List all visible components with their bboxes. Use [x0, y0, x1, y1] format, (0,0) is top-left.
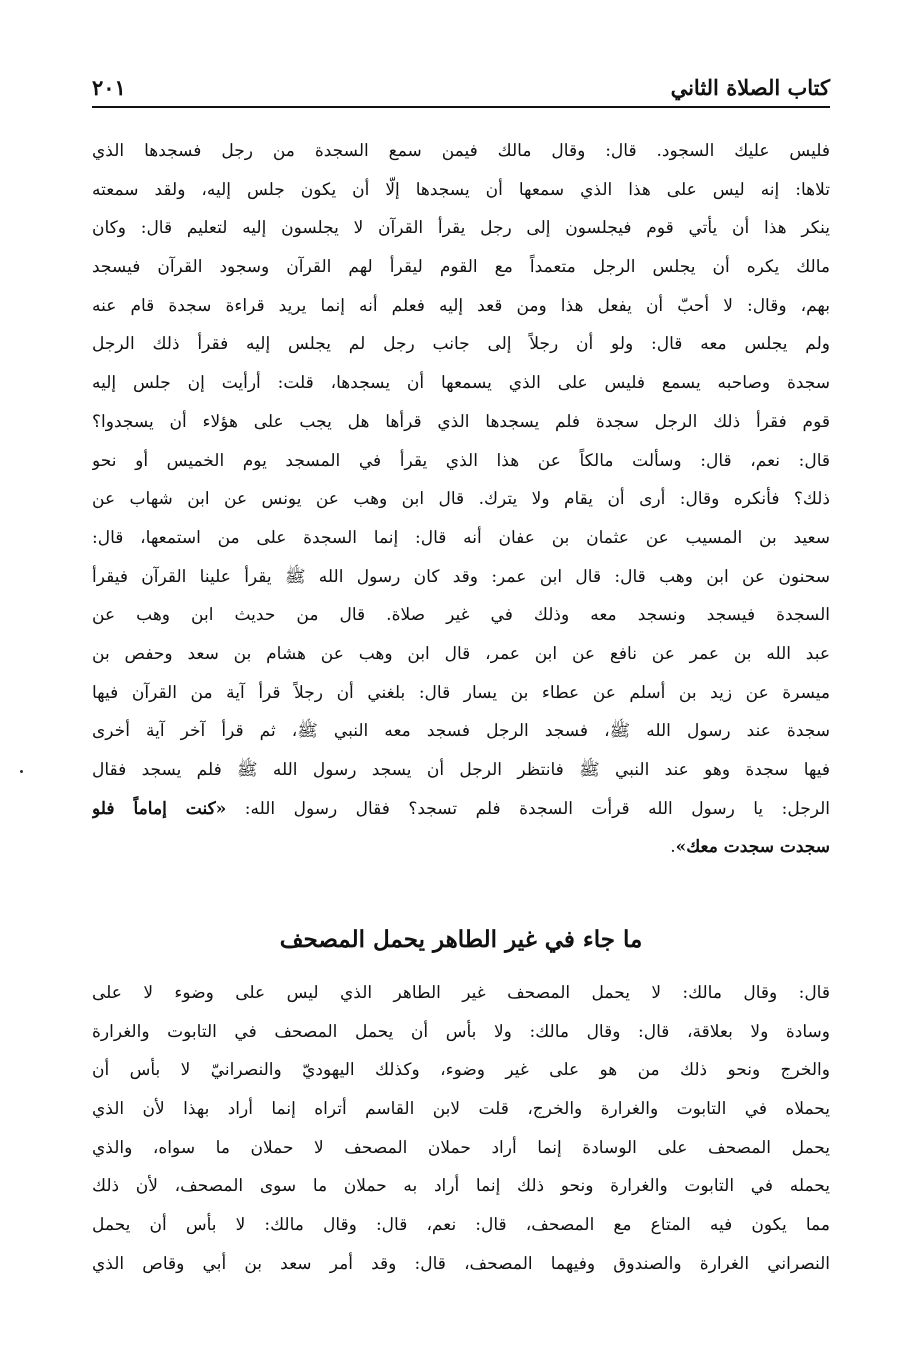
- prophetic-quote-end: سجدت سجدت معك»: [675, 837, 830, 858]
- text-line: قال: وقال مالك: لا يحمل المصحف غير الطاهر الذي ليس على وضوء لا على: [92, 983, 830, 1003]
- text-line: يحمل المصحف على الوسادة إنما أراد حملان المصحف لا حملان ما سواه، والذي: [92, 1137, 830, 1158]
- text-line: ينكر هذا أن يأتي قوم فيجلسون إلى رجل يقرأ القرآن لا يجلسون إليه لتعليم قال: وكان: [92, 218, 830, 239]
- text-line: السجدة فيسجد ونسجد معه وذلك في غير صلاة. قال من حديث ابن وهب عن: [92, 605, 830, 626]
- text-line: والخرج ونحو ذلك من هو على غير وضوء، وكذلك اليهوديّ والنصرانيّ لا بأس أن: [92, 1060, 830, 1081]
- page-number: ٢٠١: [92, 75, 126, 100]
- paragraph-sujud-recitation: [92, 132, 830, 867]
- paragraph-carrying-mushaf: [92, 974, 830, 1284]
- text-line: بهم، وقال: لا أحبّ أن يفعل هذا ومن قعد إليه فعلم أنه إنما يريد قراءة سجدة قام عنه: [92, 295, 830, 316]
- text-line: ذلك؟ فأنكره وقال: أرى أن يقام ولا يترك. قال ابن وهب عن يونس عن ابن شهاب عن: [92, 489, 830, 510]
- prophetic-quote-start: «كنت إماماً فلو: [92, 798, 227, 819]
- text-line: سجدة عند رسول الله ﷺ، فسجد الرجل فسجد معه النبي ﷺ، ثم قرأ آخر آية أخرى: [92, 721, 830, 742]
- text-line: وسادة ولا بعلاقة، قال: وقال مالك: ولا بأس أن يحمل المصحف في التابوت والغرارة: [92, 1021, 830, 1042]
- text-segment: الرجل: يا رسول الله قرأت السجدة فلم تسجد؟ فقال رسول الله:: [244, 798, 830, 819]
- text-line: تلاها: إنه ليس على هذا الذي سمعها أن يسجدها إلّا أن يكون جلس إليه، ولقد سمعته: [92, 179, 830, 200]
- running-title: كتاب الصلاة الثاني: [670, 75, 830, 100]
- page-header: [92, 66, 830, 108]
- text-line: سحنون عن ابن وهب قال: قال ابن عمر: وقد كان رسول الله ﷺ يقرأ علينا القرآن فيقرأ: [92, 566, 830, 587]
- text-line: يحملاه في التابوت والغرارة والخرج، قلت لابن القاسم أتراه إنما أراد بهذا لأن الذي: [92, 1099, 830, 1120]
- text-line: النصراني الغرارة والصندوق وفيهما المصحف، قال: وقد أمر سعد بن أبي وقاص الذي: [92, 1253, 830, 1274]
- text-line: سعيد بن المسيب عن عثمان بن عفان أنه قال: إنما السجدة على من استمعها، قال:: [92, 527, 830, 548]
- section-heading: ما جاء في غير الطاهر يحمل المصحف: [279, 926, 643, 953]
- text-line-with-quote: [92, 790, 830, 829]
- text-line: فليس عليك السجود. قال: وقال مالك فيمن سمع السجدة من رجل فسجدها الذي: [92, 141, 830, 161]
- text-line: يحمله في التابوت والغرارة ونحو ذلك إنما أراد به حملان ما سوى المصحف، لأن ذلك: [92, 1176, 830, 1197]
- sentence-end: .: [670, 837, 676, 858]
- text-line: ميسرة عن زيد بن أسلم عن عطاء بن يسار قال: بلغني أن رجلاً قرأ آية من القرآن فيها: [92, 682, 830, 703]
- text-line: مما يكون فيه المتاع مع المصحف، قال: نعم، قال: وقال مالك: لا بأس أن يحمل: [92, 1215, 830, 1236]
- text-line: ولم يجلس معه قال: ولو أن رجلاً إلى جانب رجل لم يجلس إليه فقرأ ذلك الرجل: [92, 334, 830, 355]
- text-line: فيها سجدة وهو عند النبي ﷺ فانتظر الرجل أن يسجد رسول الله ﷺ فلم يسجد فقال: [92, 760, 830, 780]
- text-line: قوم فقرأ ذلك الرجل سجدة فلم يسجدها الذي قرأها هل يجب على هؤلاء أن يسجدوا؟: [92, 411, 830, 432]
- scan-speck: [20, 770, 23, 773]
- text-line: مالك يكره أن يجلس الرجل متعمداً مع القوم ليقرأ لهم القرآن وسجود القرآن فيسجد: [92, 257, 830, 278]
- text-line: سجدة وصاحبه يسمع فليس على الذي يسمعها أن يسجدها، قلت: أرأيت إن جلس إليه: [92, 373, 830, 394]
- text-line: عبد الله بن عمر عن نافع عن ابن عمر، قال ابن وهب عن هشام بن سعد وحفص بن: [92, 643, 830, 664]
- text-line: قال: نعم، قال: وسألت مالكاً عن هذا الذي يقرأ في المسجد يوم الخميس أو نحو: [92, 450, 830, 471]
- text-line-last: [92, 828, 830, 867]
